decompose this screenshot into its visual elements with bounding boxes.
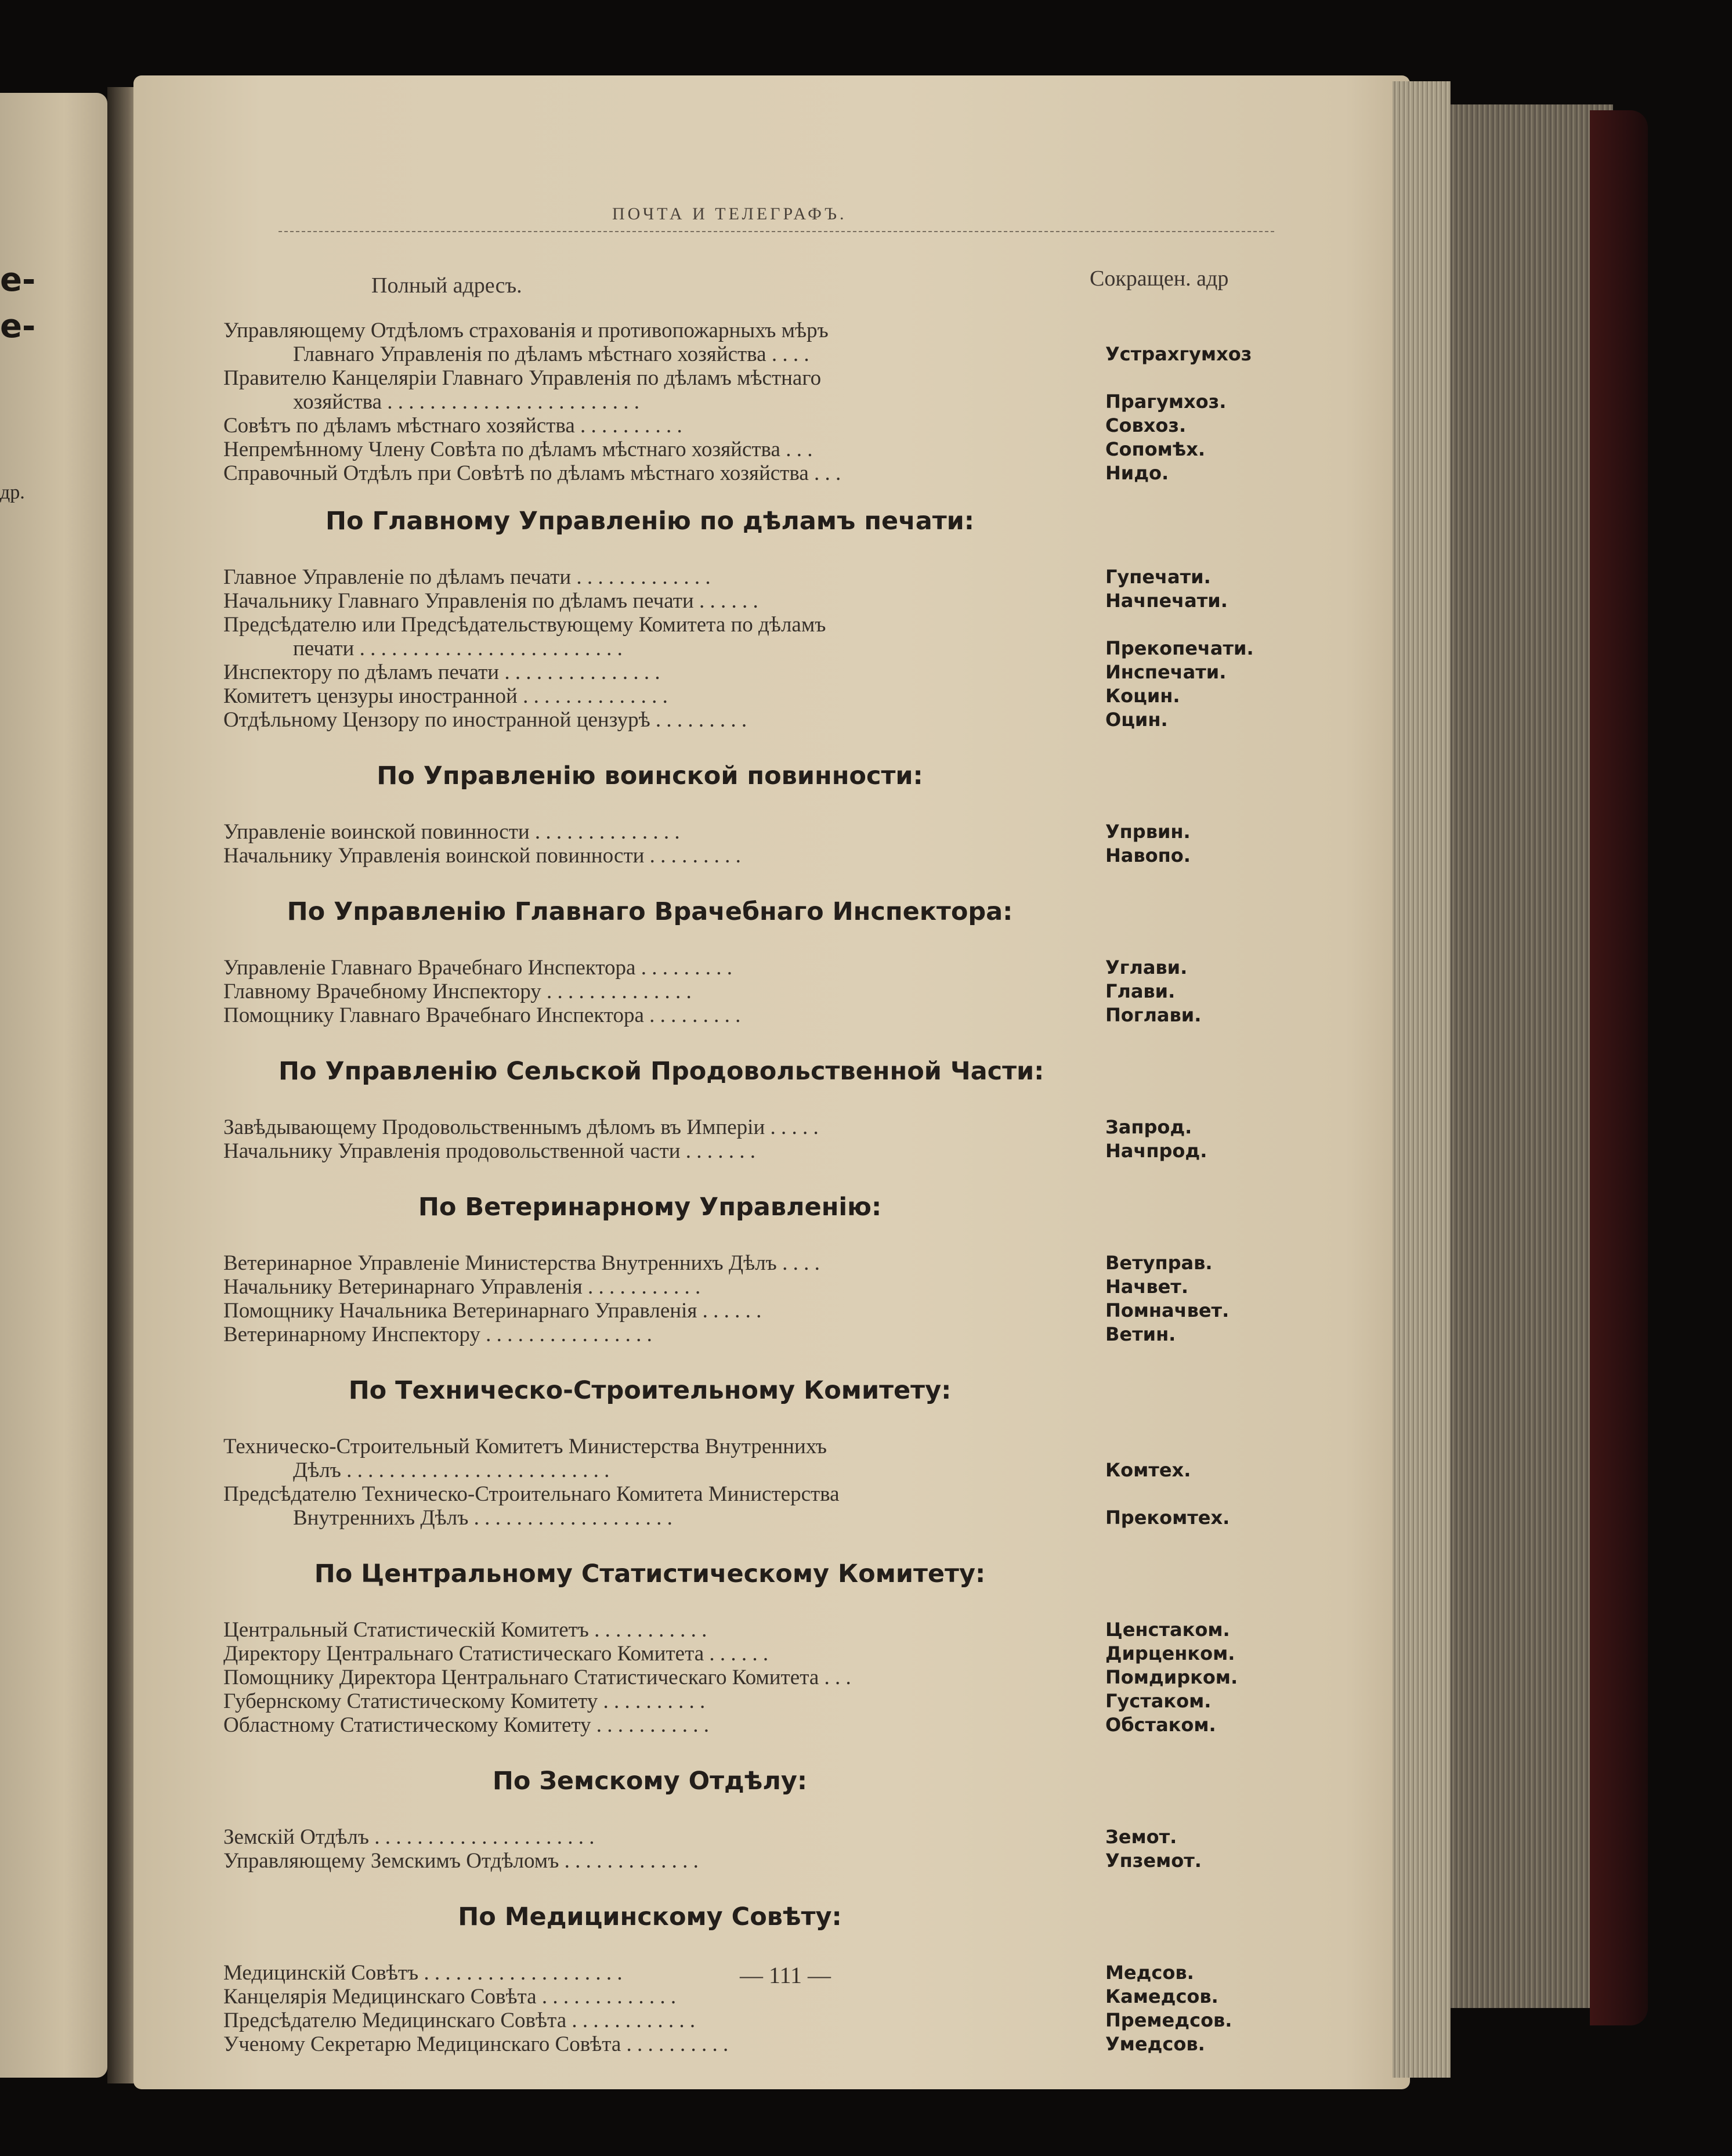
entry-abbreviation: Прекомтех. xyxy=(1105,1507,1230,1529)
page-edges xyxy=(1393,81,1451,2078)
entry-abbreviation: Запрод. xyxy=(1105,1116,1192,1138)
entry-abbreviation: Ветуправ. xyxy=(1105,1252,1213,1274)
section-heading: По Техническо-Строительному Комитету: xyxy=(348,1376,952,1405)
entry-abbreviation: Навопо. xyxy=(1105,844,1191,866)
section-heading: По Земскому Отдѣлу: xyxy=(492,1767,808,1796)
entry-abbreviation: Углави. xyxy=(1105,956,1188,978)
entry-abbreviation: Устрахгумхоз xyxy=(1105,343,1252,365)
entry-abbreviation: Ветин. xyxy=(1105,1323,1176,1345)
entry-text: Комитетъ цензуры иностранной . . . . . . . . . . . . . . xyxy=(223,684,668,708)
entry-text: Помощнику Директора Центральнаго Статистическаго Комитета . . . xyxy=(223,1666,851,1689)
entry-text: Начальнику Ветеринарнаго Управленія . . . . . . . . . . . xyxy=(223,1275,701,1299)
entry-abbreviation: Глави. xyxy=(1105,980,1176,1002)
entry-abbreviation: Упрвин. xyxy=(1105,821,1191,843)
entry-abbreviation: Ценстаком. xyxy=(1105,1619,1230,1641)
entry-abbreviation: Помначвет. xyxy=(1105,1299,1230,1321)
entry-abbreviation: Комтех. xyxy=(1105,1459,1191,1481)
entry-abbreviation: Прагумхоз. xyxy=(1105,391,1227,413)
entry-abbreviation: Умедсов. xyxy=(1105,2033,1205,2055)
entry-text: Медицинскій Совѣтъ . . . . . . . . . . . . . . . . . . . xyxy=(223,1961,623,1985)
entry-text: Главному Врачебному Инспектору . . . . . . . . . . . . . . xyxy=(223,980,692,1003)
column-header-full: Полный адресъ. xyxy=(371,273,522,298)
entry-abbreviation: Помдирком. xyxy=(1105,1666,1238,1688)
entry-text: Главнаго Управленія по дѣламъ мѣстнаго хозяйства . . . . xyxy=(293,342,809,366)
entry-abbreviation: Упземот. xyxy=(1105,1850,1202,1872)
entry-text: Техническо-Строительный Комитетъ Министерства Внутреннихъ xyxy=(223,1435,827,1458)
entry-abbreviation: Коцин. xyxy=(1105,685,1180,707)
page-block xyxy=(1451,104,1613,2008)
entry-abbreviation: Гупечати. xyxy=(1105,566,1211,588)
entry-text: Управленіе воинской повинности . . . . . . . . . . . . . . xyxy=(223,820,680,844)
entry-abbreviation: Поглави. xyxy=(1105,1004,1202,1026)
entry-text: Завѣдывающему Продовольственнымъ дѣломъ въ Имперіи . . . . . xyxy=(223,1115,819,1139)
entry-text: Совѣтъ по дѣламъ мѣстнаго хозяйства . . . . . . . . . . xyxy=(223,414,682,438)
page-number: — 111 — xyxy=(740,1962,831,1988)
running-head: ПОЧТА И ТЕЛЕГРАФЪ. xyxy=(612,204,847,223)
entry-text: Главное Управленіе по дѣламъ печати . . . . . . . . . . . . . xyxy=(223,565,711,589)
entry-text: Ученому Секретарю Медицинскаго Совѣта . . . . . . . . . . xyxy=(223,2032,729,2056)
entry-abbreviation: Инспечати. xyxy=(1105,661,1227,683)
entry-abbreviation: Оцин. xyxy=(1105,709,1168,731)
entry-abbreviation: Начвет. xyxy=(1105,1276,1188,1298)
entry-text: Предсѣдателю Техническо-Строительнаго Комитета Министерства xyxy=(223,1482,840,1506)
entry-abbreviation: Начпрод. xyxy=(1105,1140,1207,1162)
entry-text: Ветеринарному Инспектору . . . . . . . . . . . . . . . . xyxy=(223,1323,652,1346)
entry-text: Начальнику Управленія воинской повинности . . . . . . . . . xyxy=(223,844,741,868)
entry-text: Непремѣнному Члену Совѣта по дѣламъ мѣстнаго хозяйства . . . xyxy=(223,438,813,461)
entry-text: Ветеринарное Управленіе Министерства Внутреннихъ Дѣлъ . . . . xyxy=(223,1251,820,1275)
entry-text: Отдѣльному Цензору по иностранной цензурѣ . . . . . . . . . xyxy=(223,708,747,732)
entry-abbreviation: Дирценком. xyxy=(1105,1642,1235,1664)
book-cover xyxy=(1590,110,1648,2025)
entry-abbreviation: Сопомѣх. xyxy=(1105,438,1206,460)
column-header-short: Сокращен. адр xyxy=(1090,266,1229,291)
entry-text: Канцелярія Медицинскаго Совѣта . . . . . . . . . . . . . xyxy=(223,1985,677,2009)
entry-text: Земскій Отдѣлъ . . . . . . . . . . . . . . . . . . . . . xyxy=(223,1825,595,1849)
entry-text: Помощнику Главнаго Врачебнаго Инспектора . . . . . . . . . xyxy=(223,1003,741,1027)
section-heading: По Управленію Сельской Продовольственной Части: xyxy=(279,1057,1044,1086)
entry-text: Центральный Статистическій Комитетъ . . . . . . . . . . . xyxy=(223,1618,707,1642)
entry-text: Правителю Канцеляріи Главнаго Управленія по дѣламъ мѣстнаго xyxy=(223,366,822,390)
section-heading: По Центральному Статистическому Комитету: xyxy=(314,1559,986,1588)
entry-text: Дѣлъ . . . . . . . . . . . . . . . . . . . . . . . . . xyxy=(293,1458,610,1482)
entry-abbreviation: Премедсов. xyxy=(1105,2009,1232,2031)
entry-abbreviation: Начпечати. xyxy=(1105,590,1228,612)
entry-abbreviation: Обстаком. xyxy=(1105,1714,1216,1736)
section-heading: По Управленію воинской повинности: xyxy=(377,761,923,790)
left-page-fragment: др. xyxy=(0,482,25,503)
entry-abbreviation: Медсов. xyxy=(1105,1962,1194,1984)
entry-text: печати . . . . . . . . . . . . . . . . . . . . . . . . . xyxy=(293,637,623,660)
left-page-fragment: е- xyxy=(0,261,36,299)
entry-text: Внутреннихъ Дѣлъ . . . . . . . . . . . . . . . . . . . xyxy=(293,1506,672,1530)
entry-text: Начальнику Главнаго Управленія по дѣламъ печати . . . . . . xyxy=(223,589,758,613)
entry-abbreviation: Прекопечати. xyxy=(1105,637,1254,659)
entry-text: Помощнику Начальника Ветеринарнаго Управленія . . . . . . xyxy=(223,1299,762,1323)
entry-text: Предсѣдателю или Предсѣдательствующему Комитета по дѣламъ xyxy=(223,613,826,637)
section-heading: По Главному Управленію по дѣламъ печати: xyxy=(326,507,974,536)
entry-abbreviation: Камедсов. xyxy=(1105,1985,1218,2007)
entry-text: Управленіе Главнаго Врачебнаго Инспектора . . . . . . . . . xyxy=(223,956,732,980)
entry-abbreviation: Совхоз. xyxy=(1105,414,1187,436)
entry-text: Начальнику Управленія продовольственной части . . . . . . . xyxy=(223,1139,756,1163)
entry-text: Директору Центральнаго Статистическаго Комитета . . . . . . xyxy=(223,1642,769,1666)
entry-text: Областному Статистическому Комитету . . . . . . . . . . . xyxy=(223,1713,710,1737)
left-page-fragment: е- xyxy=(0,308,36,345)
entry-text: Инспектору по дѣламъ печати . . . . . . . . . . . . . . . xyxy=(223,660,660,684)
entry-text: Управляющему Отдѣломъ страхованія и противопожарныхъ мѣръ xyxy=(223,319,829,342)
entry-text: хозяйства . . . . . . . . . . . . . . . . . . . . . . . . xyxy=(293,390,640,414)
entry-abbreviation: Густаком. xyxy=(1105,1690,1212,1712)
entry-text: Управляющему Земскимъ Отдѣломъ . . . . . . . . . . . . . xyxy=(223,1849,699,1873)
section-heading: По Управленію Главнаго Врачебнаго Инспектора: xyxy=(287,897,1013,926)
section-heading: По Ветеринарному Управленію: xyxy=(418,1193,882,1222)
divider xyxy=(279,231,1277,232)
entry-text: Предсѣдателю Медицинскаго Совѣта . . . . . . . . . . . . xyxy=(223,2009,696,2032)
section-heading: По Медицинскому Совѣту: xyxy=(458,1902,842,1931)
entry-text: Справочный Отдѣлъ при Совѣтѣ по дѣламъ мѣстнаго хозяйства . . . xyxy=(223,461,841,485)
entry-abbreviation: Земот. xyxy=(1105,1826,1177,1848)
entry-abbreviation: Нидо. xyxy=(1105,462,1169,484)
entry-text: Губернскому Статистическому Комитету . . . . . . . . . . xyxy=(223,1689,706,1713)
